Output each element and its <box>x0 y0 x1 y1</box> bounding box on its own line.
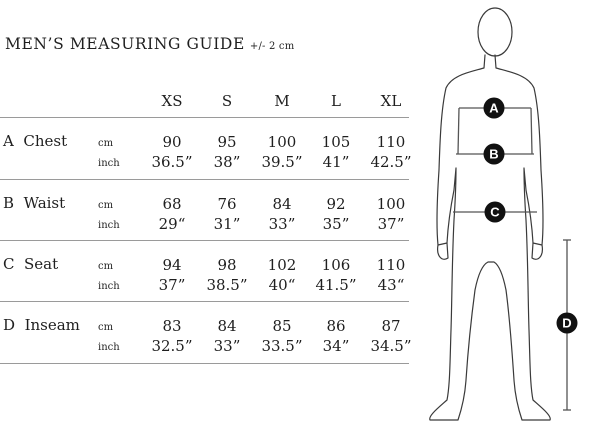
unit-inch: inch <box>98 220 120 231</box>
table-cell: 102 <box>267 256 297 274</box>
row-label-chest: A Chest <box>3 132 68 150</box>
marker-a <box>484 98 505 119</box>
row-label-inseam: D Inseam <box>3 316 80 334</box>
marker-c-label: C <box>490 204 500 220</box>
table-cell: 100 <box>267 133 297 151</box>
table-cell: 33” <box>213 337 241 355</box>
table-cell: 33.5” <box>261 337 303 355</box>
table-cell: 87 <box>381 317 401 335</box>
table-cell: 84 <box>217 317 237 335</box>
table-cell: 100 <box>376 195 406 213</box>
table-cell: 95 <box>217 133 237 151</box>
head-outline <box>478 8 512 56</box>
unit-inch: inch <box>98 281 120 292</box>
table-cell: 38” <box>213 153 241 171</box>
row-label-seat: C Seat <box>3 255 59 273</box>
size-header-xs: XS <box>161 92 183 110</box>
table-cell: 98 <box>217 256 237 274</box>
table-cell: 36.5” <box>151 153 193 171</box>
size-header-xl: XL <box>380 92 402 110</box>
table-cell: 76 <box>217 195 237 213</box>
marker-b-label: B <box>489 146 499 162</box>
left-hand-outline <box>438 243 448 259</box>
table-cell: 106 <box>321 256 351 274</box>
marker-d <box>557 313 578 334</box>
table-cell: 68 <box>162 195 182 213</box>
table-cell: 33” <box>268 215 296 233</box>
table-cell: 94 <box>162 256 182 274</box>
table-cell: 32.5” <box>151 337 193 355</box>
unit-cm: cm <box>98 200 114 211</box>
size-header-m: M <box>274 92 290 110</box>
guide-title: MEN’S MEASURING GUIDE <box>5 35 245 53</box>
chest-side-line <box>531 108 532 154</box>
table-cell: 34.5” <box>370 337 412 355</box>
table-cell: 42.5” <box>370 153 412 171</box>
marker-a-label: A <box>489 100 499 116</box>
table-cell: 40“ <box>268 276 296 294</box>
table-cell: 92 <box>326 195 346 213</box>
chest-side-line <box>458 108 459 154</box>
right-hand-outline <box>532 243 542 259</box>
table-cell: 34” <box>322 337 350 355</box>
unit-cm: cm <box>98 322 114 333</box>
table-cell: 31” <box>213 215 241 233</box>
unit-cm: cm <box>98 138 114 149</box>
row-label-waist: B Waist <box>3 194 66 212</box>
table-cell: 86 <box>326 317 346 335</box>
marker-d-label: D <box>562 315 572 331</box>
table-cell: 83 <box>162 317 182 335</box>
size-header-l: L <box>331 92 341 110</box>
table-cell: 110 <box>376 133 406 151</box>
table-cell: 90 <box>162 133 182 151</box>
unit-inch: inch <box>98 158 120 169</box>
table-cell: 110 <box>376 256 406 274</box>
table-cell: 39.5” <box>261 153 303 171</box>
table-cell: 105 <box>321 133 351 151</box>
table-cell: 38.5” <box>206 276 248 294</box>
marker-b <box>484 144 505 165</box>
tolerance-note: +/- 2 cm <box>249 41 295 52</box>
table-cell: 29“ <box>158 215 186 233</box>
table-cell: 41.5” <box>315 276 357 294</box>
table-cell: 43“ <box>377 276 405 294</box>
size-header-s: S <box>221 92 233 110</box>
unit-inch: inch <box>98 342 120 353</box>
marker-c <box>485 202 506 223</box>
table-cell: 84 <box>272 195 292 213</box>
table-cell: 85 <box>272 317 292 335</box>
unit-cm: cm <box>98 261 114 272</box>
table-cell: 41” <box>322 153 350 171</box>
table-cell: 37” <box>158 276 186 294</box>
table-cell: 35” <box>322 215 350 233</box>
measurement-lines <box>453 108 571 410</box>
table-cell: 37” <box>377 215 405 233</box>
